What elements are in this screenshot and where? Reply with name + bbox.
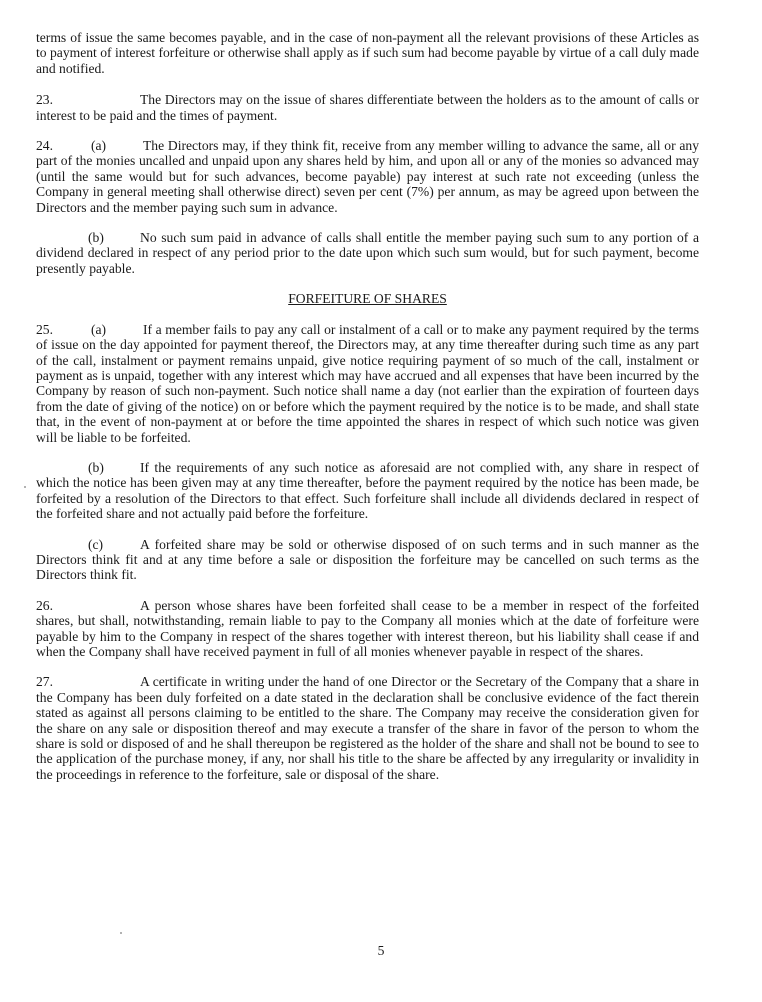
paragraph-text: A certificate in writing under the hand of one Director or the Secretary of the Company that a share in the Company has been duly forfeited on a date stated in the declaration shall be conclusive evidence of the fact therein stated as against all persons claiming to be entitled to the share. The Company may receive the consideration given for the share on any sale or disposition thereof and may execute a transfer of the share in favor of the person to whom the share is sold or disposed of and he shall thereupon be registered as the holder of the share and shall not be bound to see to the application of the purchase money, if any, nor shall his title to the share be affected by any irregularity or invalidity in the proceedings in reference to the forfeiture, sale or disposal of the share. — [36, 674, 699, 782]
paragraph-text: If a member fails to pay any call or instalment of a call or to make any payment required by the terms of issue on the day appointed for payment thereof, the Directors may, at any time thereafter during such time as any part of the call, instalment or payment remains unpaid, give notice requiring payment of so much of the call, instalment or payment as is unpaid, together with any interest which may have accrued and all expenses that have been incurred by the Company by reason of such non-payment. Such notice shall name a day (not earlier than the expiration of fourteen days from the date of giving of the notice) on or before which the payment required by the notice is to be made, and shall state that, in the event of non-payment at or before the time appointed the shares in respect of which such notice was given will be liable to be forfeited. — [36, 321, 699, 445]
paragraph-text: A person whose shares have been forfeited shall cease to be a member in respect of the forfeited shares, but shall, notwithstanding, remain liable to pay to the Company all monies which at the date of forfeiture were payable by him to the Company in respect of the shares together with interest thereon, but his liability shall cease if and when the Company shall have received payment in full of all monies whenever payable in respect of the shares. — [36, 597, 699, 659]
paragraph-25c — [36, 537, 699, 583]
paragraph-26 — [36, 598, 699, 660]
paragraph-continuation — [36, 30, 699, 76]
paragraph-24a — [36, 138, 699, 215]
paragraph-24b — [36, 230, 699, 276]
clause-number: 24. — [36, 138, 53, 154]
clause-number: 25. — [36, 321, 53, 337]
clause-number: 23. — [36, 92, 53, 108]
page-number: 5 — [377, 943, 385, 958]
sub-clause-label: (a) — [91, 321, 107, 337]
sub-clause-label: (b) — [88, 230, 104, 246]
paragraph-25b — [36, 460, 699, 522]
clause-number: 26. — [36, 597, 53, 613]
clause-number: 27. — [36, 674, 53, 690]
sub-clause-label: (b) — [88, 459, 104, 475]
section-heading: FORFEITURE OF SHARES — [288, 291, 447, 307]
paragraph-text: The Directors may on the issue of shares differentiate between the holders as to the amount of calls or interest to be paid and the times of payment. — [36, 92, 699, 123]
paragraph-27 — [36, 674, 699, 782]
scan-speck — [24, 486, 26, 488]
document-page — [36, 30, 699, 797]
scan-speck — [120, 932, 122, 934]
paragraph-text: If the requirements of any such notice as aforesaid are not complied with, any share in respect of which the notice has been given may at any time thereafter, before the payment required by the notice has been made, be forfeited by a resolution of the Directors to that effect. Such forfeiture shall include all dividends declared in respect of the forfeited share and not actually paid before the forfeiture. — [36, 459, 699, 522]
sub-clause-label: (a) — [91, 138, 107, 154]
paragraph-25a — [36, 322, 699, 445]
paragraph-text: No such sum paid in advance of calls shall entitle the member paying such sum to any portion of a dividend declared in respect of any period prior to the date upon which such sum would, but for such payment, become presently payable. — [36, 230, 699, 276]
paragraph-text: A forfeited share may be sold or otherwise disposed of on such terms and in such manner as the Directors think fit and at any time before a sale or disposition the forfeiture may be cancelled on such terms as the Directors think fit. — [36, 536, 699, 583]
paragraph-text: The Directors may, if they think fit, receive from any member willing to advance the same, all or any part of the monies uncalled and unpaid upon any shares held by him, and upon all or any of the monies so advanced may (until the same would but for such advances, become payable) pay interest at such rate not exceeding (unless the Company in general meeting shall otherwise direct) seven per cent (7%) per annum, as may be agreed upon between the Directors and the member paying such sum in advance. — [36, 138, 699, 215]
paragraph-text: terms of issue the same becomes payable, and in the case of non-payment all the relevant provisions of these Articles as to payment of interest forfeiture or otherwise shall apply as if such sum had become payable by virtue of a call duly made and notified. — [36, 30, 699, 76]
paragraph-23 — [36, 92, 699, 123]
sub-clause-label: (c) — [88, 536, 104, 552]
